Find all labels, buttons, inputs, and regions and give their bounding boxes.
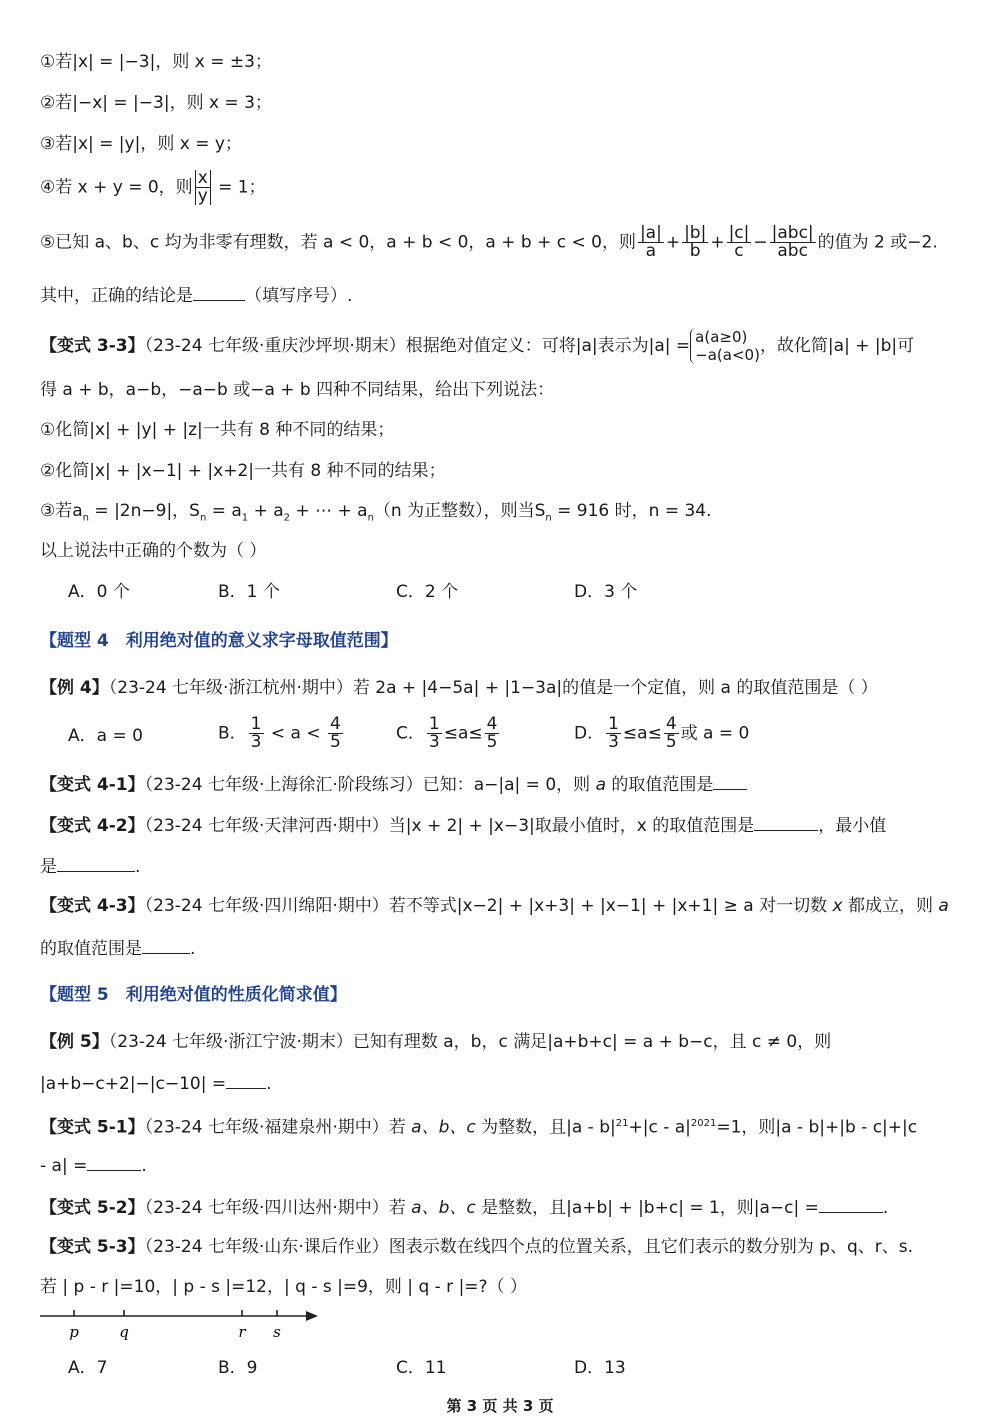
point-label-s: s (273, 1323, 281, 1341)
statement-5: ⑤已知 a、b、c 均为非零有理数，若 a < 0，a + b < 0，a + b + c < 0，则 $\frac{|a|}{a}$ + $\frac{|b|}{b}$ + $\frac{|c|}{c}$ − $\frac{\text{|abc|}}{\text{abc}}$ 的值为 2 或−2. (40, 223, 938, 261)
variant-3-3: 【变式 3-3】（23-24 七年级·重庆沙坪坝·期末）根据绝对值定义：可将|a|表示为|a| = a(a≥0) −a(a<0) ，故化简|a| + |b|可 (40, 328, 915, 364)
variant-4-2: 【变式 4-2】（23-24 七年级·天津河西·期中）当|x + 2| + |x−3|取最小值时，x 的取值范围是 ，最小值 (40, 812, 970, 838)
answer-blank[interactable] (57, 853, 135, 872)
variant-5-1-line2: - a| = . (40, 1152, 970, 1178)
statement-3: ③若|x| = |y|，则 x = y； (40, 134, 242, 154)
answer-blank[interactable] (754, 812, 818, 831)
statement-conclusion: 其中，正确的结论是 （填写序号）. (40, 282, 970, 308)
variant-5-2: 【变式 5-2】（23-24 七年级·四川达州·期中）若 a、b、c 是整数，且|a+b| + |b+c| = 1，则|a−c| = . (40, 1194, 970, 1220)
variant-3-3-options (68, 580, 768, 604)
variant-4-3: 【变式 4-3】（23-24 七年级·四川绵阳·期中）若不等式|x−2| + |x+3| + |x−1| + |x+1| ≥ a 对一切数 x 都成立，则 a (40, 896, 949, 916)
point-label-p: p (69, 1323, 79, 1341)
statement-4: ④若 x + y = 0，则 $\frac{x}{y}$ = 1； (40, 168, 266, 206)
example-5-line2: |a+b−c+2|−|c−10| = . (40, 1070, 970, 1096)
variant-5-1: 【变式 5-1】（23-24 七年级·福建泉州·期中）若 a、b、c 为整数，且$|a - b|^{21}+|c - a|^{2021}=1$，则|a - b|+|b - c|+|c (40, 1117, 918, 1138)
fraction-b: $\frac{|b|}{b}$ (684, 223, 707, 261)
variant-3-3-line2: 得 a + b，a−b，−a−b 或−a + b 四种不同结果，给出下列说法： (40, 380, 555, 400)
option-b[interactable]: B．1 个 (218, 582, 280, 602)
option-c[interactable]: C． $\frac{1}{3}$ ≤a≤ $\frac{4}{5}$ (396, 714, 498, 752)
option-a[interactable]: A．a = 0 (68, 726, 143, 746)
option-b[interactable]: B． $\frac{1}{3}$ < a < $\frac{4}{5}$ (218, 714, 341, 752)
fraction-abc: $\frac{\text{|abc|}}{\text{abc}}$ (771, 223, 814, 261)
option-d[interactable]: D．3 个 (574, 582, 638, 602)
fraction-x-over-y: $\frac{x}{y}$ (195, 170, 211, 205)
page-footer: 第 3 页 共 3 页 (446, 1397, 554, 1415)
answer-blank[interactable] (819, 1194, 883, 1213)
variant-3-3-s2: ②化简|x| + |x−1| + |x+2|一共有 8 种不同的结果； (40, 461, 446, 481)
statement-2: ②若|−x| = |−3|，则 x = 3； (40, 93, 272, 113)
section-title-5: 【题型 5 利用绝对值的性质化简求值】 (40, 985, 347, 1005)
option-c[interactable]: C．11 (396, 1358, 447, 1378)
variant-4-1: 【变式 4-1】（23-24 七年级·上海徐汇·阶段练习）已知：a−|a| = 0，则 a 的取值范围是 (40, 771, 970, 797)
example-5: 【例 5】（23-24 七年级·浙江宁波·期末）已知有理数 a，b，c 满足|a+b+c| = a + b−c，且 c ≠ 0，则 (40, 1032, 832, 1052)
variant-4-3-line2: 的取值范围是 . (40, 935, 970, 961)
arrow-right-icon (306, 1311, 318, 1321)
answer-blank[interactable] (193, 282, 245, 301)
variant-3-3-question: 以上说法中正确的个数为（ ） (40, 541, 267, 561)
example-4: 【例 4】（23-24 七年级·浙江杭州·期中）若 2a + |4−5a| + |1−3a|的值是一个定值，则 a 的取值范围是（ ） (40, 678, 878, 698)
option-b[interactable]: B．9 (218, 1358, 258, 1378)
fraction-a: $\frac{|a|}{a}$ (639, 223, 662, 261)
option-a[interactable]: A．0 个 (68, 582, 130, 602)
example-4-options (68, 716, 768, 760)
fraction-c: $\frac{|c|}{c}$ (728, 223, 750, 261)
answer-blank[interactable] (713, 771, 747, 790)
variant-5-3-line2: 若 | p - r |=10，| p - s |=12，| q - s |=9，则 | q - r |=?（ ） (40, 1277, 527, 1297)
point-label-r: r (238, 1323, 246, 1341)
variant-4-2-line2: 是 . (40, 853, 970, 879)
variant-5-3-options (68, 1356, 768, 1380)
option-a[interactable]: A．7 (68, 1358, 108, 1378)
statement-1: ①若|x| = |−3|，则 x = ±3； (40, 52, 272, 72)
variant-5-3: 【变式 5-3】（23-24 七年级·山东·课后作业）图表示数在线四个点的位置关系，且它们表示的数分别为 p、q、r、s. (40, 1237, 913, 1257)
point-label-q: q (119, 1323, 129, 1341)
variant-3-3-s3: ③若$a_n = |2n-9|$，$S_n = a_1 + a_2$ + ⋯ + $a_n(n$ 为正整数），则当$S_n = 916$ 时，n = 34. (40, 501, 712, 524)
number-line-diagram (36, 1306, 326, 1346)
option-c[interactable]: C．2 个 (396, 582, 459, 602)
option-d[interactable]: D．13 (574, 1358, 626, 1378)
answer-blank[interactable] (226, 1070, 266, 1089)
section-title-4: 【题型 4 利用绝对值的意义求字母取值范围】 (40, 631, 398, 651)
piecewise-abs-definition: a(a≥0) −a(a<0) (690, 328, 760, 364)
answer-blank[interactable] (87, 1152, 141, 1171)
answer-blank[interactable] (142, 935, 190, 954)
option-d[interactable]: D． $\frac{1}{3}$ ≤a≤ $\frac{4}{5}$ 或 a = 0 (574, 714, 750, 752)
variant-3-3-s1: ①化简|x| + |y| + |z|一共有 8 种不同的结果； (40, 420, 395, 440)
